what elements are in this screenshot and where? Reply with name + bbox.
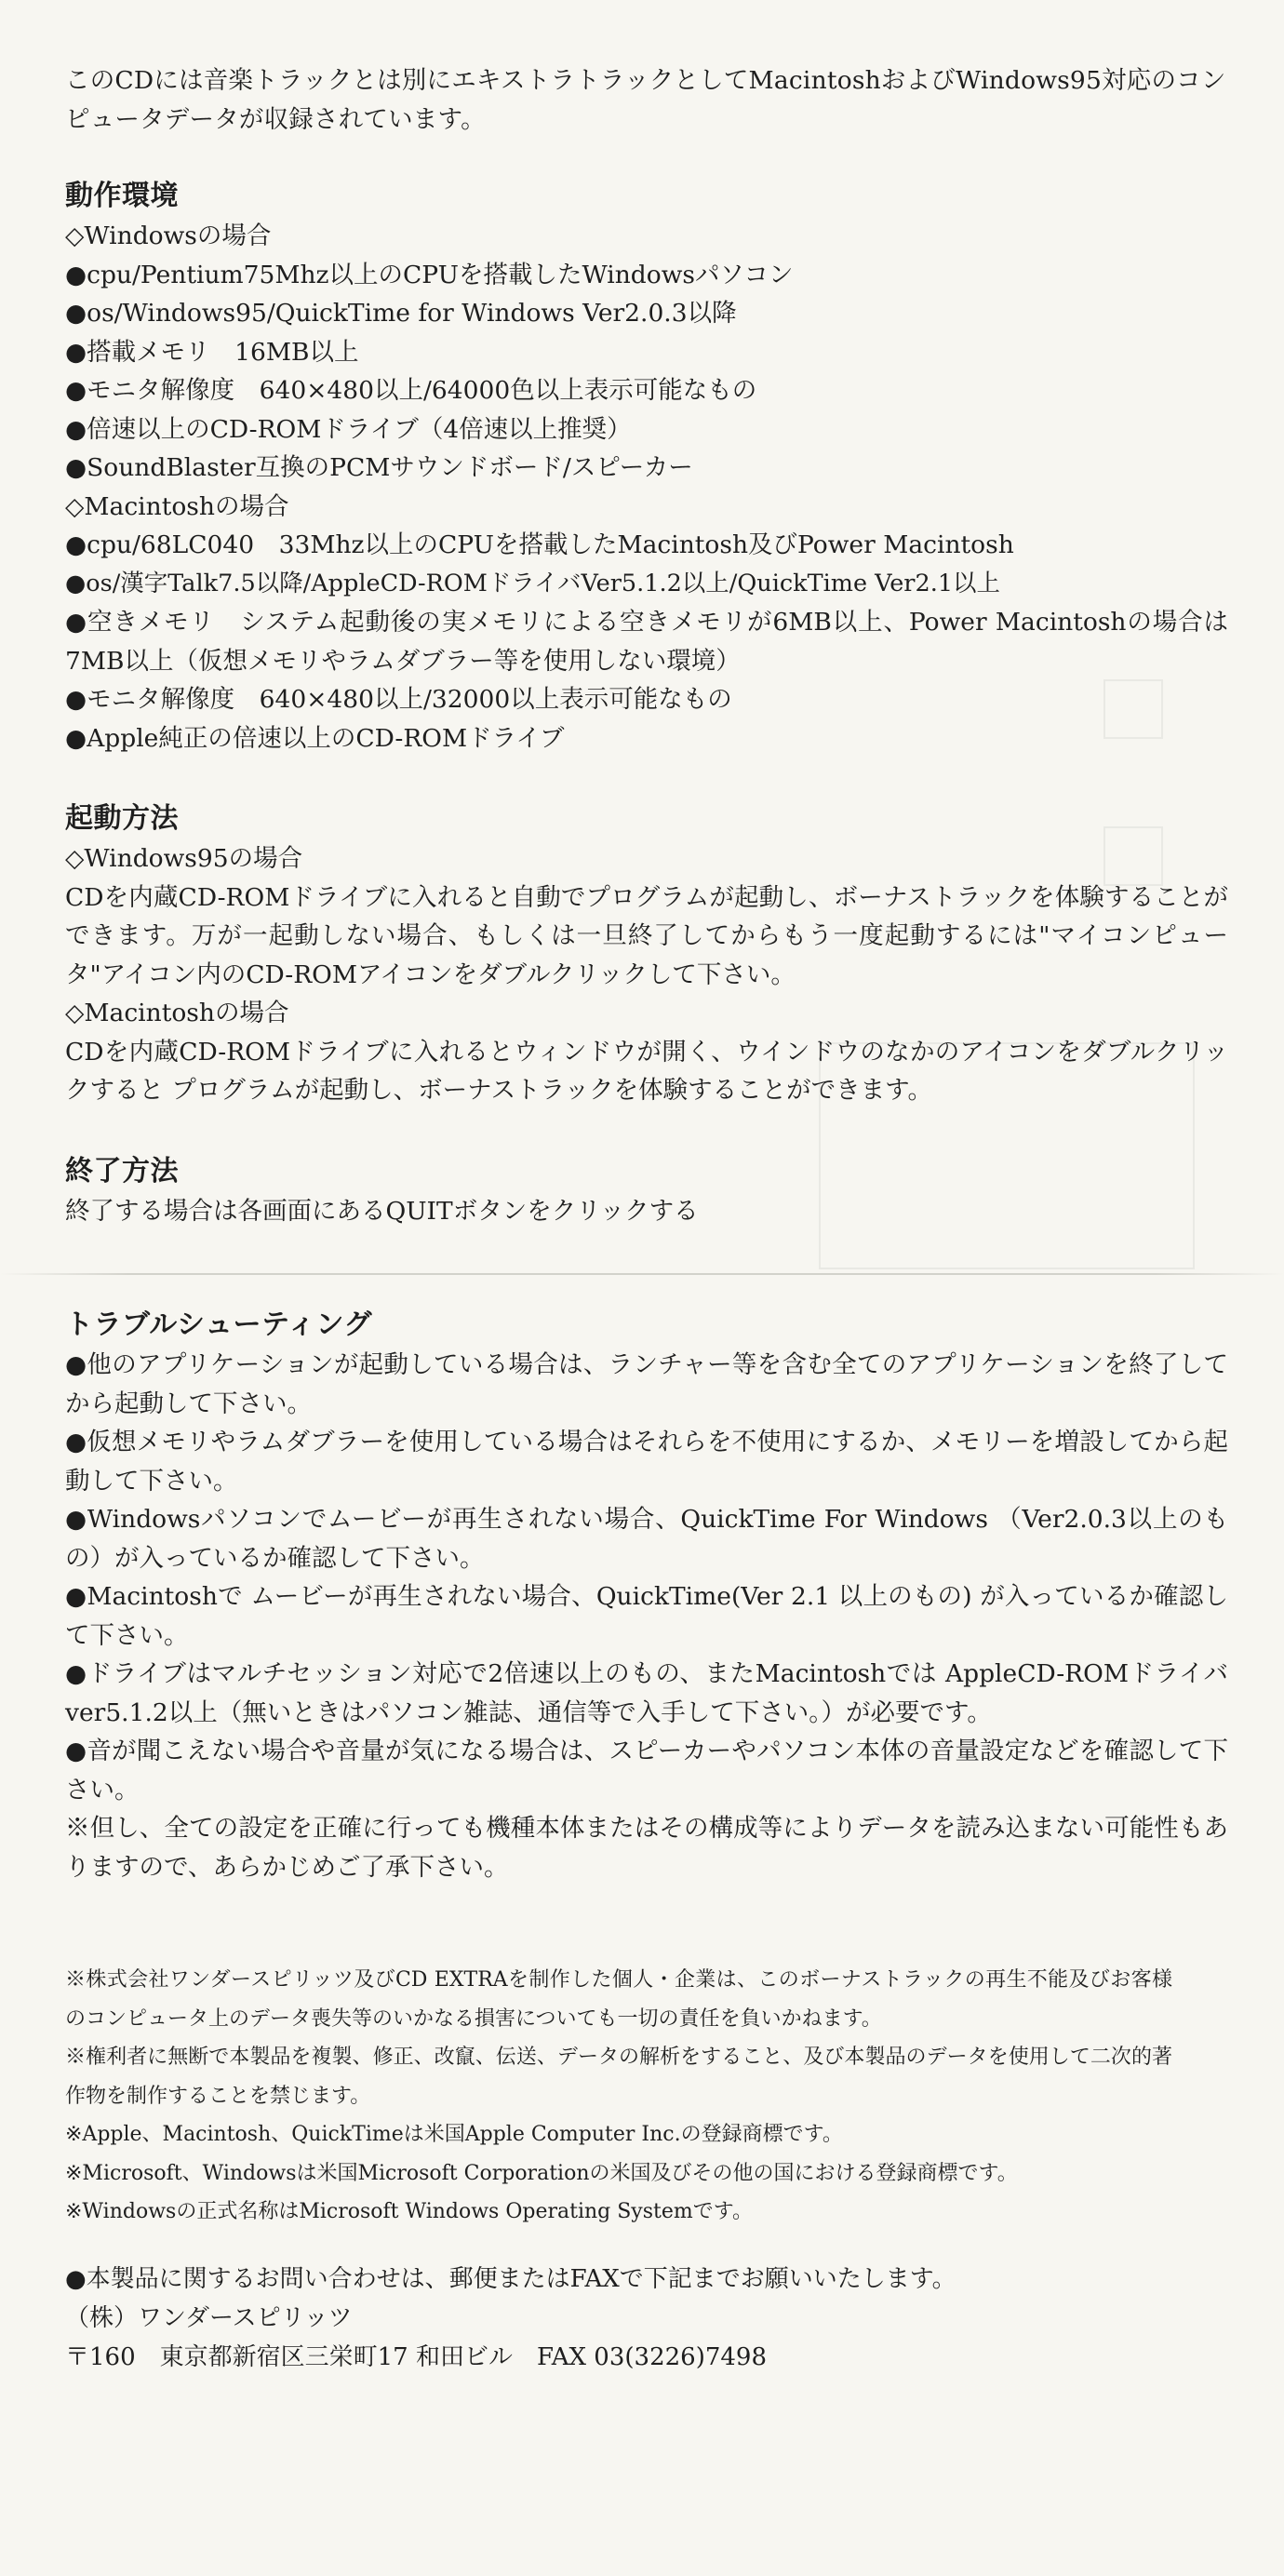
contact-company: （株）ワンダースピリッツ (65, 2303, 353, 2332)
spacer (65, 1110, 1228, 1151)
spacer (65, 2232, 1228, 2260)
windows-requirement-item: ●搭載メモリ 16MB以上 (65, 337, 359, 367)
windows-requirement-item: ●os/Windows95/QuickTime for Windows Ver2.0.3以降 (65, 299, 737, 328)
contact-address: 〒160 東京都新宿区三栄町17 和田ビル FAX 03(3226)7498 (65, 2342, 768, 2371)
legal-note: ※株式会社ワンダースピリッツ及びCD EXTRAを制作した個人・企業は、このボーナストラックの再生不能及びお客様のコンピュータ上のデータ喪失等のいかなる損害についても一切の責任を負いかねます。 (65, 1968, 1172, 2031)
legal-note: ※Microsoft、Windowsは米国Microsoft Corporationの米国及びその他の国における登録商標です。 (65, 2161, 1018, 2185)
spacer (65, 758, 1228, 798)
troubleshooting-item: ●仮想メモリやラムダブラーを使用している場合はそれらを不使用にするか、メモリーを増設してから起動して下さい。 (65, 1428, 1228, 1496)
troubleshooting-item: ●音が聞こえない場合や音量が気になる場合は、スピーカーやパソコン本体の音量設定などを確認して下さい。 (65, 1737, 1228, 1805)
quit-section (65, 1151, 1228, 1231)
startup-mac-text: CDを内蔵CD-ROMドライブに入れるとウィンドウが開く、ウインドウのなかのアイコンをダブルクリックすると プログラムが起動し、ボーナストラックを体験することができます。 (65, 1037, 1228, 1105)
troubleshooting-disclaimer: ※但し、全ての設定を正確に行っても機種本体またはその構成等によりデータを読み込まない可能性もありますので、あらかじめご了承下さい。 (65, 1814, 1228, 1882)
troubleshooting-heading: トラブルシューティング (65, 1308, 372, 1341)
troubleshooting-item: ●Macintoshで ムービーが再生されない場合、QuickTime(Ver 2.1 以上のもの) が入っているか確認して下さい。 (65, 1582, 1228, 1650)
windows-requirement-item: ●倍速以上のCD-ROMドライブ（4倍速以上推奨） (65, 414, 632, 444)
mac-requirement-item: ●空きメモリ システム起動後の実メモリによる空きメモリが6MB以上、Power Macintoshの場合は7MB以上（仮想メモリやラムダブラー等を使用しない環境） (65, 608, 1228, 676)
windows-requirements-label: ◇Windowsの場合 (65, 221, 272, 250)
quit-text: 終了する場合は各画面にあるQUITボタンをクリックする (65, 1196, 699, 1226)
intro-text: このCDには音楽トラックとは別にエキストラトラックとしてMacintoshおよびWindows95対応のコンピュータデータが収録されています。 (65, 66, 1226, 134)
spacer (65, 1886, 1228, 1961)
environment-section (65, 176, 1228, 758)
legal-note: ※Windowsの正式名称はMicrosoft Windows Operating Systemです。 (65, 2200, 753, 2223)
mac-requirement-item: ●モニタ解像度 640×480以上/32000以上表示可能なもの (65, 685, 732, 714)
legal-note: ※権利者に無断で本製品を複製、修正、改竄、伝送、データの解析をすること、及び本製品のデータを使用して二次的著作物を制作することを禁じます。 (65, 2046, 1172, 2108)
mac-requirement-item: ●cpu/68LC040 33Mhz以上のCPUを搭載したMacintosh及びPower Macintosh (65, 530, 1014, 559)
legal-notes (65, 1961, 1172, 2232)
startup-windows-label: ◇Windows95の場合 (65, 844, 303, 873)
mac-requirement-item: ●os/漢字Talk7.5以降/AppleCD-ROMドライバVer5.1.2以上/QuickTime Ver2.1以上 (65, 569, 1001, 597)
troubleshooting-item: ●ドライブはマルチセッション対応で2倍速以上のもの、またMacintoshでは AppleCD-ROMドライバver5.1.2以上（無いときはパソコン雑誌、通信等で入手して下さい。）が必要です。 (65, 1659, 1228, 1727)
startup-heading: 起動方法 (65, 802, 179, 835)
troubleshooting-item: ●他のアプリケーションが起動している場合は、ランチャー等を含む全てのアプリケーションを終了してから起動して下さい。 (65, 1350, 1228, 1418)
mac-requirements-label: ◇Macintoshの場合 (65, 491, 289, 521)
windows-requirement-item: ●モニタ解像度 640×480以上/64000色以上表示可能なもの (65, 376, 757, 405)
startup-section (65, 798, 1228, 1110)
startup-mac-label: ◇Macintoshの場合 (65, 999, 289, 1027)
troubleshooting-item: ●Windowsパソコンでムービーが再生されない場合、QuickTime For Windows （Ver2.0.3以上のもの）が入っているか確認して下さい。 (65, 1505, 1228, 1573)
contact-section (65, 2260, 1228, 2377)
windows-requirement-item: ●cpu/Pentium75Mhz以上のCPUを搭載したWindowsパソコン (65, 260, 794, 289)
windows-requirement-item: ●SoundBlaster互換のPCMサウンドボード/スピーカー (65, 453, 693, 482)
quit-heading: 終了方法 (65, 1154, 179, 1187)
mac-requirement-item: ●Apple純正の倍速以上のCD-ROMドライブ (65, 723, 565, 753)
contact-lead: ●本製品に関するお問い合わせは、郵便またはFAXで下記までお願いいたします。 (65, 2264, 956, 2293)
document-body (65, 61, 1228, 2377)
legal-note: ※Apple、Macintosh、QuickTimeは米国Apple Computer Inc.の登録商標です。 (65, 2123, 843, 2146)
environment-heading: 動作環境 (65, 180, 179, 212)
startup-windows-text: CDを内蔵CD-ROMドライブに入れると自動でプログラムが起動し、ボーナストラックを体験することができます。万が一起動しない場合、もしくは一旦終了してからもう一度起動するには"マイコンピュータ"アイコン内のCD-ROMアイコンをダブルクリックして下さい。 (65, 882, 1228, 989)
troubleshooting-section (65, 1305, 1228, 1886)
spacer (65, 1230, 1228, 1305)
